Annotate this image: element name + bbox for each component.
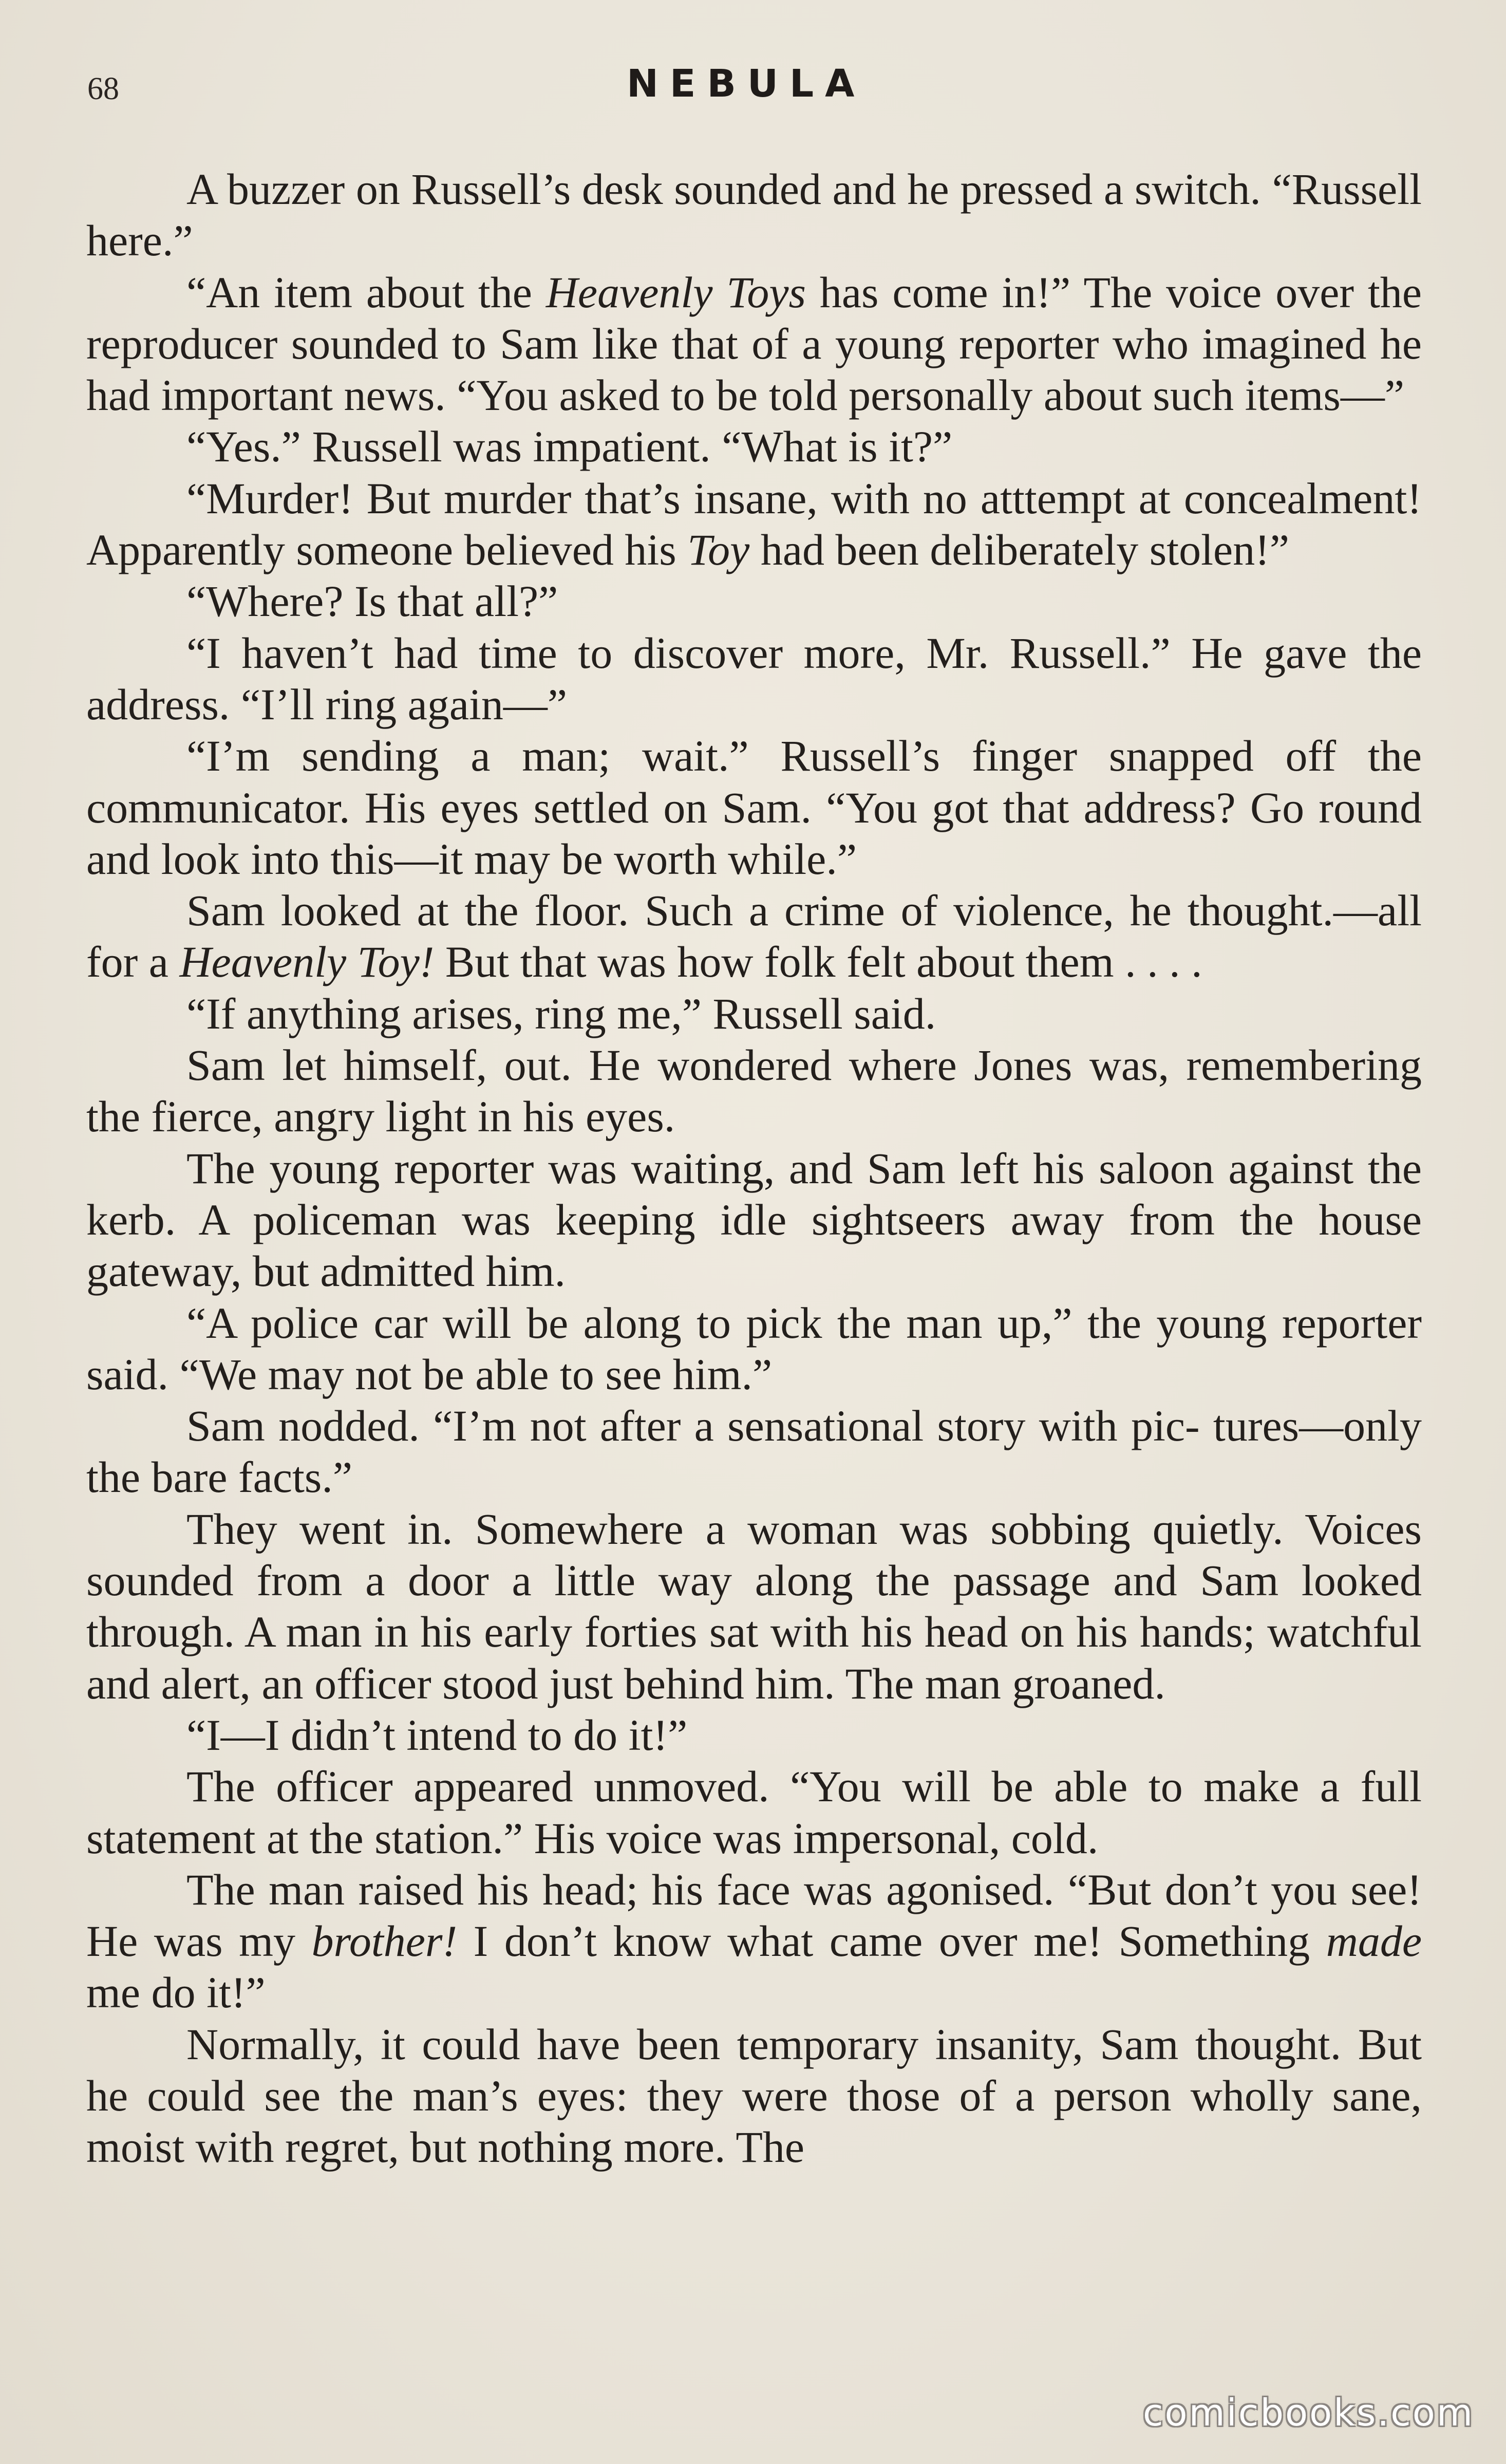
paragraph-text: The man raised his head; his face was agonised. “But don’t you see! He was my bbox=[86, 1864, 1422, 1966]
italic-text: Heavenly Toys bbox=[545, 267, 806, 317]
body-text bbox=[86, 163, 1422, 2173]
paragraph-text: “A police car will be along to pick the man up,” the young reporter said. “We may not be able to see him.” bbox=[86, 1298, 1422, 1399]
running-title: NEBULA bbox=[627, 62, 866, 106]
italic-text: Heavenly Toy! bbox=[179, 937, 435, 987]
paragraph-text: Sam nodded. “I’m not after a sensational story with pic- tures—only the bare facts.” bbox=[86, 1401, 1422, 1502]
page-header bbox=[87, 62, 1423, 118]
paragraph bbox=[86, 730, 1422, 885]
paragraph-text: “An item about the bbox=[186, 267, 546, 317]
paragraph bbox=[86, 988, 1422, 1039]
paragraph-text: had been deliberately stolen!” bbox=[749, 525, 1290, 575]
paragraph-text: “Where? Is that all?” bbox=[186, 576, 558, 626]
paragraph-text: “If anything arises, ring me,” Russell said. bbox=[186, 988, 936, 1038]
paragraph-text: The young reporter was waiting, and Sam left his saloon against the kerb. A policeman was keeping idle sightseers away from the house gateway, but admitted him. bbox=[86, 1143, 1422, 1296]
paragraph bbox=[86, 421, 1422, 472]
paragraph-text: But that was how folk felt about them . . . . bbox=[434, 937, 1202, 987]
paragraph-text: A buzzer on Russell’s desk sounded and he pressed a switch. “Russell here.” bbox=[86, 164, 1422, 266]
paragraph-text: I don’t know what came over me! Something bbox=[457, 1916, 1326, 1966]
paragraph-text: “Murder! But murder that’s insane, with no atttempt at concealment! Apparently someone believed his bbox=[86, 473, 1422, 575]
paragraph-text: “I haven’t had time to discover more, Mr. Russell.” He gave the address. “I’ll ring again—” bbox=[86, 628, 1422, 729]
paragraph bbox=[86, 2019, 1422, 2173]
italic-text: made bbox=[1326, 1916, 1422, 1966]
paragraph bbox=[86, 1864, 1422, 2019]
watermark-logo: comicbooks.com bbox=[1142, 2391, 1474, 2434]
paragraph-text: They went in. Somewhere a woman was sobbing quietly. Voices sounded from a door a little way along the passage and Sam looked through. A man in his early forties sat with his head on his hands; watchful and alert, an officer stood just behind him. The man groaned. bbox=[86, 1504, 1422, 1708]
paragraph-text: me do it!” bbox=[86, 1968, 266, 2018]
paragraph bbox=[86, 885, 1422, 988]
paragraph bbox=[86, 1143, 1422, 1297]
paragraph-text: “Yes.” Russell was impatient. “What is it?” bbox=[186, 422, 953, 472]
paragraph bbox=[86, 1709, 1422, 1761]
paragraph-text: has come in!” The voice over the reproducer sounded to Sam like that of a young reporter who imagined he had important news. “You asked to be told personally about such items—” bbox=[86, 267, 1422, 420]
paragraph-text: Sam let himself, out. He wondered where Jones was, remembering the fierce, angry light in his eyes. bbox=[86, 1040, 1422, 1142]
paragraph bbox=[86, 1400, 1422, 1503]
paragraph bbox=[86, 1039, 1422, 1143]
paragraph-text: “I—I didn’t intend to do it!” bbox=[186, 1710, 688, 1760]
italic-text: brother! bbox=[311, 1916, 458, 1966]
paragraph-text: Normally, it could have been temporary insanity, Sam thought. But he could see the man’s eyes: they were those of a person wholly sane, moist with regret, but nothing more. The bbox=[86, 2019, 1422, 2172]
paragraph bbox=[86, 575, 1422, 627]
paragraph bbox=[86, 627, 1422, 731]
paragraph-text: Sam looked at the floor. Such a crime of violence, he thought.—all for a bbox=[86, 886, 1422, 987]
paragraph bbox=[86, 1503, 1422, 1709]
italic-text: Toy bbox=[687, 525, 750, 575]
paragraph-text: “I’m sending a man; wait.” Russell’s finger snapped off the communicator. His eyes settled on Sam. “You got that address? Go round and look into this—it may be worth while.” bbox=[86, 731, 1422, 884]
paragraph bbox=[86, 1297, 1422, 1401]
page-number: 68 bbox=[87, 71, 119, 106]
paragraph bbox=[86, 267, 1422, 421]
paragraph bbox=[86, 163, 1422, 267]
paragraph bbox=[86, 1761, 1422, 1864]
paragraph-text: The officer appeared unmoved. “You will be able to make a full statement at the station.” His voice was impersonal, cold. bbox=[86, 1762, 1422, 1863]
paragraph bbox=[86, 473, 1422, 576]
